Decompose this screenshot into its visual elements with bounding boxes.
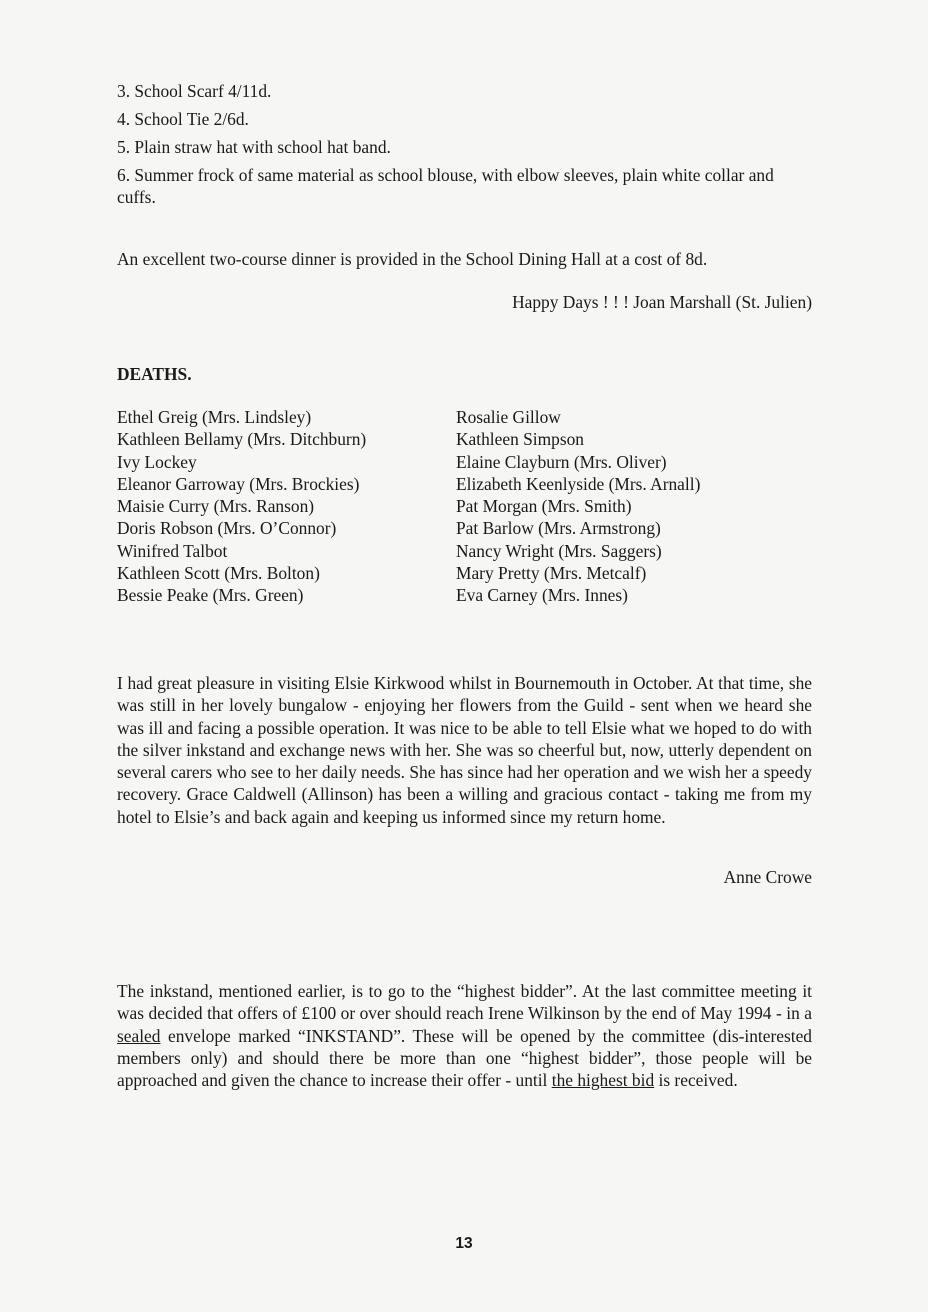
death-entry: Ethel Greig (Mrs. Lindsley) <box>117 407 312 427</box>
death-entry: Maisie Curry (Mrs. Ranson) <box>117 496 315 517</box>
death-entry: Bessie Peake (Mrs. Green) <box>117 585 304 606</box>
signoff-anne-crowe: Anne Crowe <box>723 867 812 887</box>
signoff-joan-marshall: Happy Days ! ! ! Joan Marshall (St. Julien) <box>512 292 812 313</box>
death-entry: Eva Carney (Mrs. Innes) <box>456 585 628 606</box>
uniform-item-3: 3. School Scarf 4/11d. <box>117 81 272 101</box>
death-entry: Kathleen Bellamy (Mrs. Ditchburn) <box>117 429 367 450</box>
death-entry: Rosalie Gillow <box>456 407 561 427</box>
uniform-item-6: 6. Summer frock of same material as school blouse, with elbow sleeves, plain white collar and cuffs. <box>117 165 774 207</box>
death-entry: Kathleen Simpson <box>456 429 585 450</box>
deaths-heading: DEATHS. <box>117 364 192 384</box>
inkstand-paragraph <box>117 980 812 1091</box>
dinner-text: An excellent two-course dinner is provided in the School Dining Hall at a cost of 8d. <box>117 249 708 270</box>
deaths-list-left <box>117 406 447 607</box>
death-entry: Doris Robson (Mrs. O’Connor) <box>117 518 337 539</box>
death-entry: Eleanor Garroway (Mrs. Brockies) <box>117 473 360 494</box>
inkstand-text-part1: The inkstand, mentioned earlier, is to go to the “highest bidder”. At the last committee meeting it was decided that offers of £100 or over should reach Irene Wilkinson by the end of May 1994 - in a <box>117 981 812 1024</box>
death-entry: Winifred Talbot <box>117 540 228 561</box>
death-entry: Nancy Wright (Mrs. Saggers) <box>456 540 662 561</box>
visit-paragraph: I had great pleasure in visiting Elsie Kirkwood whilst in Bournemouth in October. At that time, she was still in her lovely bungalow - enjoying her flowers from the Guild - sent when we heard she was ill and facing a possible operation. It was nice to be able to tell Elsie what we hoped to do with the silver inkstand and exchange news with her. She was so cheerful but, now, utterly dependent on several carers who see to her daily needs. She has since had her operation and we wish her a speedy recovery. Grace Caldwell (Allinson) has been a willing and gracious contact - taking me from my hotel to Elsie’s and back again and keeping us informed since my return home. <box>117 673 812 827</box>
death-entry: Elizabeth Keenlyside (Mrs. Arnall) <box>456 473 701 494</box>
underlined-sealed: sealed <box>117 1025 161 1046</box>
deaths-list-right <box>456 406 816 607</box>
death-entry: Pat Morgan (Mrs. Smith) <box>456 496 632 517</box>
uniform-item-5: 5. Plain straw hat with school hat band. <box>117 137 391 157</box>
page-number: 13 <box>455 1235 473 1252</box>
inkstand-text-part3: is received. <box>654 1070 738 1091</box>
death-entry: Kathleen Scott (Mrs. Bolton) <box>117 563 320 584</box>
uniform-item-4: 4. School Tie 2/6d. <box>117 109 249 129</box>
death-entry: Ivy Lockey <box>117 451 197 472</box>
death-entry: Pat Barlow (Mrs. Armstrong) <box>456 518 661 539</box>
underlined-highest-bid: the highest bid <box>551 1070 655 1091</box>
death-entry: Elaine Clayburn (Mrs. Oliver) <box>456 451 667 472</box>
death-entry: Mary Pretty (Mrs. Metcalf) <box>456 563 647 584</box>
inkstand-text-part2: envelope marked “INKSTAND”. These will be opened by the committee (dis-interested members only) and should there be more than one “highest bidder”, those people will be approached and given the chance to increase their offer - until <box>117 1025 812 1091</box>
